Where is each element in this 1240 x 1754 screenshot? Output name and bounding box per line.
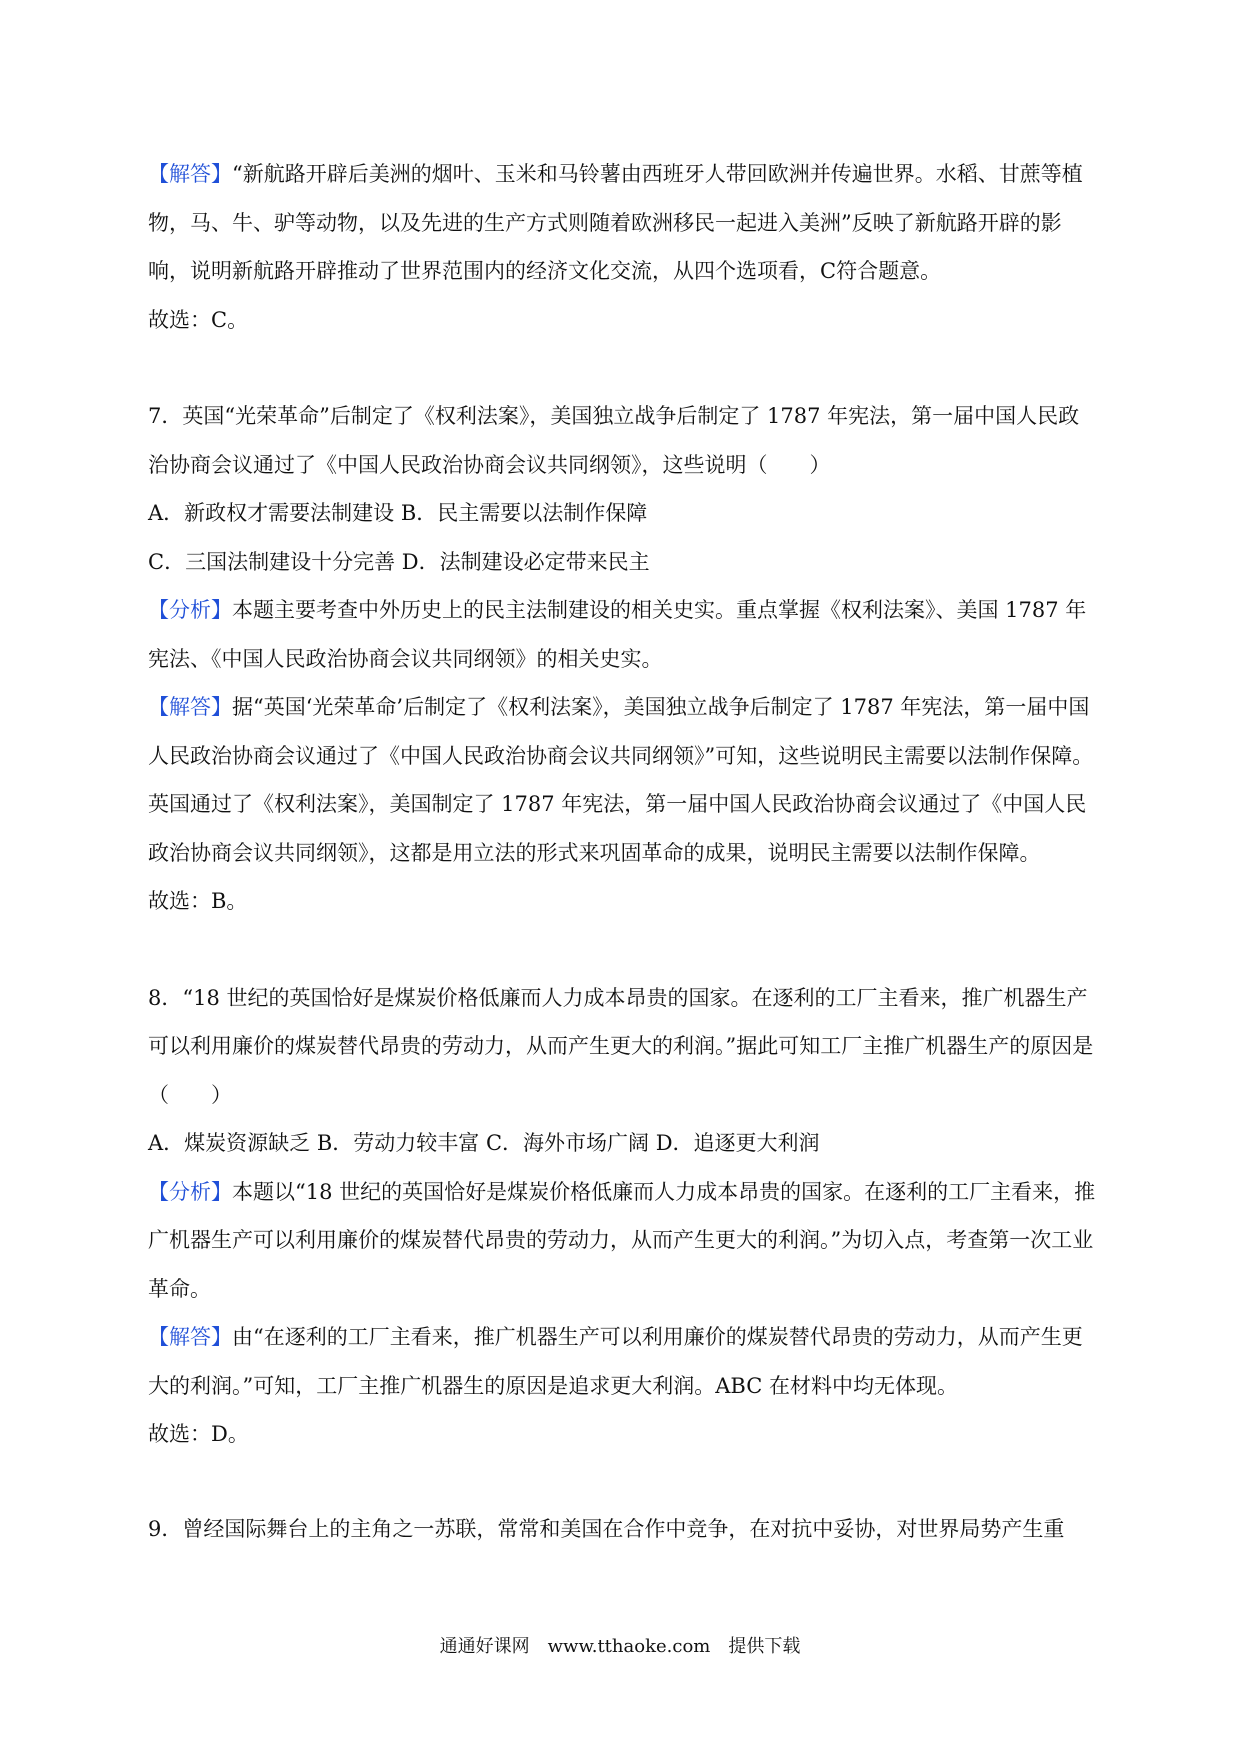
q7-conclusion: 故选：B。: [148, 889, 248, 913]
q6-answer: [148, 150, 1100, 296]
q7-analysis: [148, 586, 1100, 683]
q8-conclusion: 故选：D。: [148, 1422, 249, 1446]
q7-answer: [148, 683, 1100, 877]
q7-options-line1: A．新政权才需要法制建设 B．民主需要以法制作保障: [148, 501, 648, 525]
q6-conclusion: 故选：C。: [148, 307, 249, 332]
document-page: [148, 150, 1100, 1553]
q8-answer: [148, 1313, 1100, 1410]
q7-stem: 7．英国“光荣革命”后制定了《权利法案》，美国独立战争后制定了 1787 年宪法，第一届中国人民政治协商会议通过了《中国人民政治协商会议共同纲领》，这些说明（ ）: [148, 404, 1080, 477]
spacer: [148, 344, 1100, 392]
page-footer: 通通好课网 www.tthaoke.com 提供下载: [439, 1636, 801, 1657]
q7-analysis-text: 本题主要考查中外历史上的民主法制建设的相关史实。重点掌握《权利法案》、美国 1787 年宪法、《中国人民政治协商会议共同纲领》的相关史实。: [148, 598, 1087, 671]
q7-options-line2: C．三国法制建设十分完善 D．法制建设必定带来民主: [148, 549, 650, 574]
q8-stem: 8．“18 世纪的英国恰好是煤炭价格低廉而人力成本昂贵的国家。在逐利的工厂主看来，推广机器生产可以利用廉价的煤炭替代昂贵的劳动力，从而产生更大的利润。”据此可知工厂主推广机器生产的原因是（ ）: [148, 985, 1094, 1107]
q8-answer-text: 由“在逐利的工厂主看来，推广机器生产可以利用廉价的煤炭替代昂贵的劳动力，从而产生更大的利润。”可知，工厂主推广机器生的原因是追求更大利润。ABC 在材料中均无体现。: [148, 1325, 1083, 1398]
q8-analysis-text: 本题以“18 世纪的英国恰好是煤炭价格低廉而人力成本昂贵的国家。在逐利的工厂主看来，推广机器生产可以利用廉价的煤炭替代昂贵的劳动力，从而产生更大的利润。”为切入点，考查第一次工业革命。: [148, 1179, 1096, 1301]
analysis-tag: 【分析】: [148, 598, 232, 622]
q6-answer-text: “新航路开辟后美洲的烟叶、玉米和马铃薯由西班牙人带回欧洲并传遍世界。水稻、甘蔗等植物，马、牛、驴等动物，以及先进的生产方式则随着欧洲移民一起进入美洲”反映了新航路开辟的影响，说明新航路开辟推动了世界范围内的经济文化交流，从四个选项看，C符合题意。: [148, 162, 1083, 283]
spacer: [148, 1459, 1100, 1505]
spacer: [148, 926, 1100, 974]
q8-options-line1: A．煤炭资源缺乏 B．劳动力较丰富 C．海外市场广阔 D．追逐更大利润: [148, 1131, 820, 1155]
answer-tag: 【解答】: [148, 695, 232, 719]
q9-stem: 9．曾经国际舞台上的主角之一苏联，常常和美国在合作中竞争，在对抗中妥协，对世界局势产生重: [148, 1516, 1065, 1541]
q7-answer-text: 据“英国‘光荣革命’后制定了《权利法案》，美国独立战争后制定了 1787 年宪法，第一届中国人民政治协商会议通过了《中国人民政治协商会议共同纲领》”可知，这些说明民主需要以法制作保障。英国通过了《权利法案》，美国制定了 1787 年宪法，第一届中国人民政治协商会议通过了《中国人民政治协商会议共同纲领》，这都是用立法的形式来巩固革命的成果，说明民主需要以法制作保障。: [148, 695, 1094, 865]
answer-tag: 【解答】: [148, 162, 232, 186]
analysis-tag: 【分析】: [148, 1179, 232, 1204]
q8-analysis: [148, 1168, 1100, 1314]
answer-tag: 【解答】: [148, 1325, 232, 1349]
